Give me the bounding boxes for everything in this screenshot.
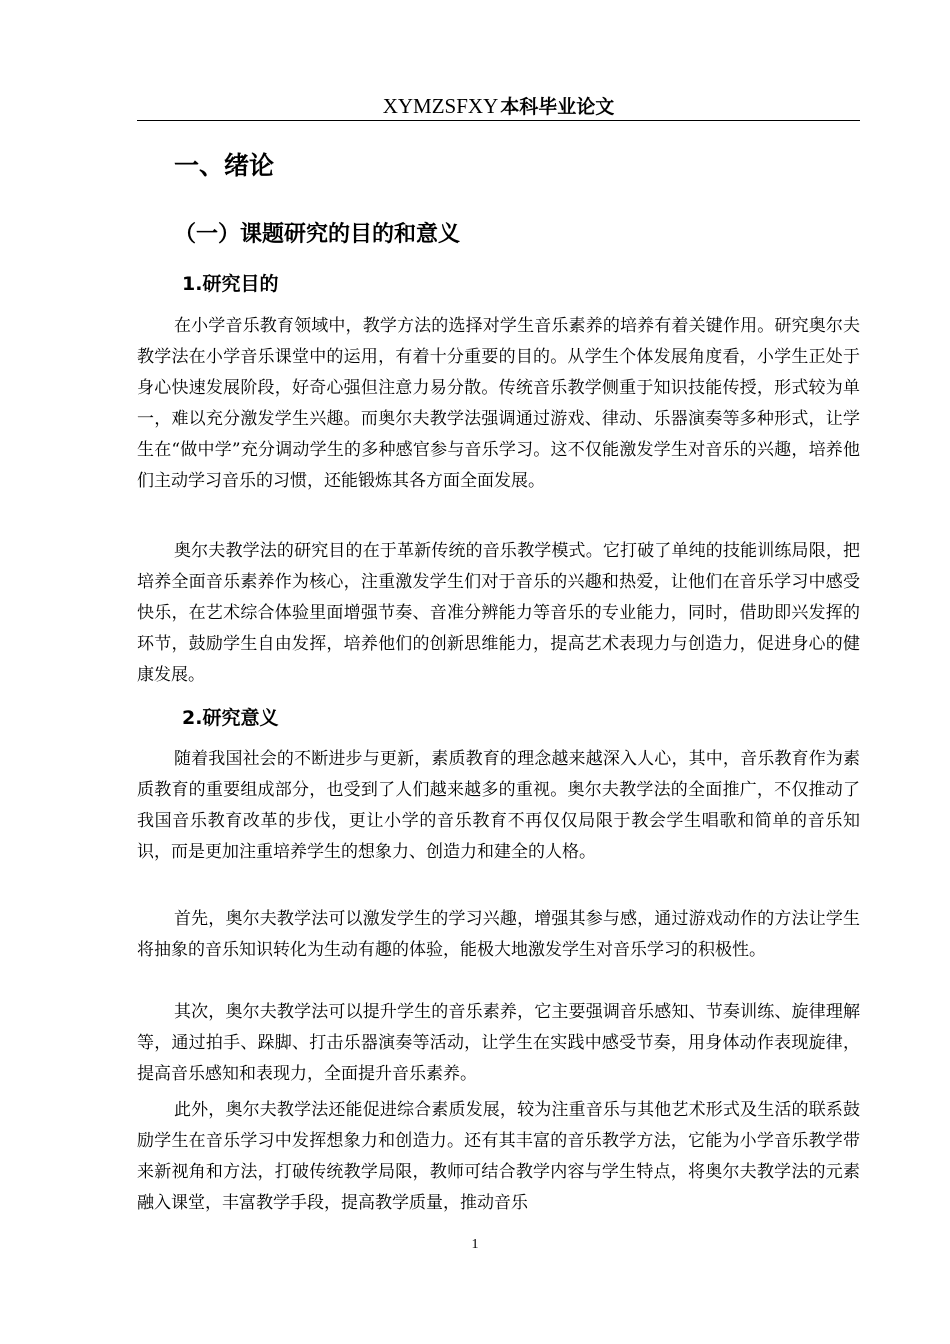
header-thesis-label: 本科毕业论文 [500,96,615,118]
running-header [137,92,860,121]
page-number: 1 [471,1237,479,1252]
header-school-code: XYMZSFXY [382,94,499,118]
subsection-title-significance: 2.研究意义 [182,707,279,729]
paragraph: 此外，奥尔夫教学法还能促进综合素质发展，较为注重音乐与其他艺术形式及生活的联系鼓励学生在音乐学习中发挥想象力和创造力。还有其丰富的音乐教学方法，它能为小学音乐教学带来新视角和方法，打破传统教学局限，教师可结合教学内容与学生特点，将奥尔夫教学法的元素融入课堂，丰富教学手段，提高教学质量，推动音乐 [137,1100,860,1213]
paragraph: 奥尔夫教学法的研究目的在于革新传统的音乐教学模式。它打破了单纯的技能训练局限，把培养全面音乐素养作为核心，注重激发学生们对于音乐的兴趣和热爱，让他们在音乐学习中感受快乐，在艺术综合体验里面增强节奏、音准分辨能力等音乐的专业能力，同时，借助即兴发挥的环节，鼓励学生自由发挥，培养他们的创新思维能力，提高艺术表现力与创造力，促进身心的健康发展。 [137,541,860,685]
paragraph: 随着我国社会的不断进步与更新，素质教育的理念越来越深入人心，其中，音乐教育作为素质教育的重要组成部分，也受到了人们越来越多的重视。奥尔夫教学法的全面推广，不仅推动了我国音乐教育改革的步伐，更让小学的音乐教育不再仅仅局限于教会学生唱歌和简单的音乐知识，而是更加注重培养学生的想象力、创造力和建全的人格。 [137,749,860,862]
section-title: （一）课题研究的目的和意义 [174,222,461,247]
paragraph: 在小学音乐教育领域中，教学方法的选择对学生音乐素养的培养有着关键作用。研究奥尔夫教学法在小学音乐课堂中的运用，有着十分重要的目的。从学生个体发展角度看，小学生正处于身心快速发展阶段，好奇心强但注意力易分散。传统音乐教学侧重于知识技能传授，形式较为单一，难以充分激发学生兴趣。而奥尔夫教学法强调通过游戏、律动、乐器演奏等多种形式，让学生在“做中学”充分调动学生的多种感官参与音乐学习。这不仅能激发学生对音乐的兴趣，培养他们主动学习音乐的习惯，还能锻炼其各方面全面发展。 [137,316,860,491]
paragraph: 首先，奥尔夫教学法可以激发学生的学习兴趣，增强其参与感，通过游戏动作的方法让学生将抽象的音乐知识转化为生动有趣的体验，能极大地激发学生对音乐学习的积极性。 [137,909,860,960]
chapter-title: 一、绪论 [174,151,275,180]
subsection-title-purpose: 1.研究目的 [182,273,279,295]
paragraph: 其次，奥尔夫教学法可以提升学生的音乐素养，它主要强调音乐感知、节奏训练、旋律理解等，通过拍手、跺脚、打击乐器演奏等活动，让学生在实践中感受节奏，用身体动作表现旋律，提高音乐感知和表现力，全面提升音乐素养。 [137,1002,860,1084]
